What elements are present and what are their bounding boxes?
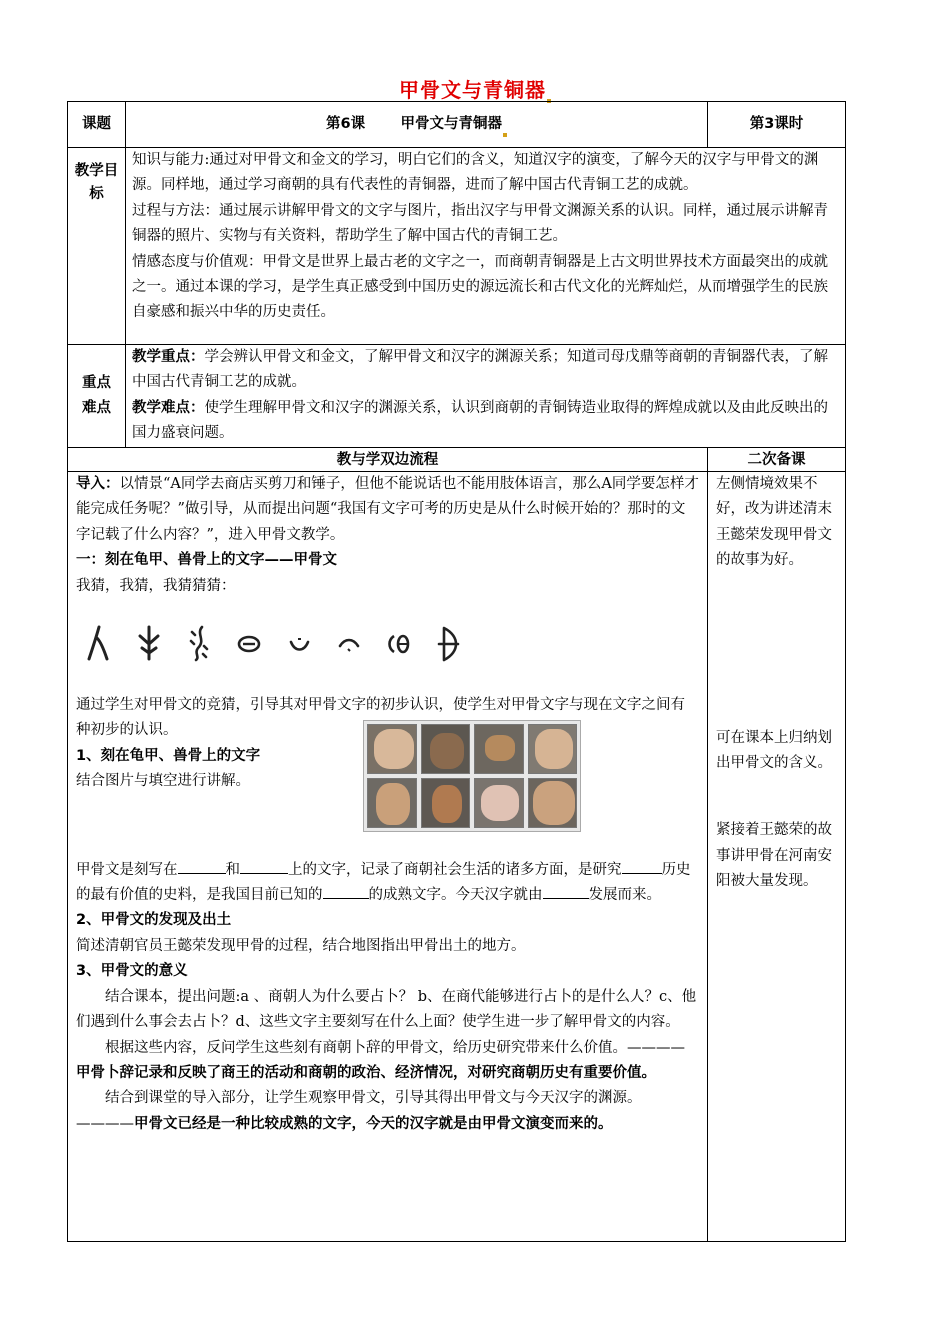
teaching-difficulty: 教学难点：使学生理解甲骨文和汉字的渊源关系，认识到商朝的青铜铸造业取得的辉煌成就以及由此反映出的国力盛衰问题。 [132,399,828,442]
keypoints-content [126,345,846,448]
flow-content [68,472,708,1242]
goal-values: 情感态度与价值观：甲骨文是世界上最古老的文字之一，而商朝青铜器是上古文明世界技术方面最突出的成就之一。通过本课的学习，是学生真正感受到中国历史的源远流长和古代文化的光辉灿烂，从而增强学生的民族自豪感和振兴中华的历史责任。 [132,253,828,321]
lesson-plan-table [67,101,846,1242]
goal-knowledge: 知识与能力:通过对甲骨文和金文的学习，明白它们的含义，知道汉字的演变，了解今天的汉字与甲骨文的渊源。同样地，通过学习商朝的具有代表性的青铜器，进而了解中国古代青铜工艺的成就。 [132,152,819,194]
oracle-glyph-eye-icon [386,624,412,662]
guess-prompt: 我猜，我猜，我猜猜猜： [76,577,236,594]
oracle-glyph-plant-icon [136,624,162,662]
header-period: 第3课时 [708,102,846,148]
section1-title: 一：刻在龟甲、兽骨上的文字——甲骨文 [76,552,337,569]
goals-content [126,148,846,345]
oracle-bone-photo [528,724,578,774]
oracle-bone-photo [421,724,471,774]
header-topic-label: 课题 [68,102,126,148]
sub2-text: 简述清朝官员王懿荣发现甲骨的过程，结合地图指出甲骨出土的地方。 [76,937,526,954]
flow-header: 教与学双边流程 [68,448,708,472]
oracle-bone-photo [474,778,524,828]
oracle-bone-photo [367,724,417,774]
oracle-glyph-mouth-icon [336,624,362,662]
fill-blank-paragraph: 甲骨文是刻写在 和 上的文字，记录了商朝社会生活的诸多方面，是研究 历史的最有价值的史料，是我国目前已知的 的成熟文字。今天汉字就由 发展而来。 [76,861,691,904]
oracle-bone-photo [421,778,471,828]
teaching-focus: 教学重点：学会辨认甲骨文和金文，了解甲骨文和汉字的渊源关系；知道司母戊鼎等商朝的青铜器代表，了解中国古代青铜工艺的成就。 [132,349,828,391]
goals-label-text: 教学目标 [74,163,119,202]
document-title: 甲骨文与青铜器 [0,74,950,103]
revision-notes [708,472,846,1242]
value-paragraph: 根据这些内容，反问学生这些刻有商朝卜辞的甲骨文，给历史研究带来什么价值。————甲骨卜辞记录和反映了商王的活动和商朝的政治、经济情况，对研究商朝历史有重要价值。 [76,1039,685,1081]
keypoints-label: 重点 难点 [68,345,126,448]
revision-note-2: 可在课本上归纳划出甲骨文的含义。 [716,729,832,772]
sub1-title: 1、刻在龟甲、兽骨上的文字 [76,747,261,764]
oracle-bone-photo [528,778,578,828]
oracle-glyph-sun-icon [236,624,262,662]
goals-label [68,148,126,345]
sub2-title: 2、甲骨文的发现及出土 [76,912,232,929]
oracle-glyphs [76,599,699,671]
sub3-title: 3、甲骨文的意义 [76,963,188,980]
oracle-bone-photo [367,778,417,828]
oracle-glyph-person-icon [86,624,112,662]
sub1-block [76,744,699,795]
oracle-glyph-water-icon [186,624,212,662]
guess-result: 通过学生对甲骨文的竞猜，引导其对甲骨文字的初步认识，使学生对甲骨文字与现在文字之间有种初步的认识。 [76,697,685,739]
revision-note-3: 紧接着王懿荣的故事讲甲骨在河南安阳被大量发现。 [716,822,832,890]
revision-note-1: 左侧情境效果不好，改为讲述清末王懿荣发现甲骨文的故事为好。 [716,476,832,569]
header-lesson-title: 第6课 甲骨文与青铜器 [126,102,708,148]
sub1-text: 结合图片与填空进行讲解。 [76,773,250,790]
oracle-bone-photo [474,724,524,774]
origin-paragraph: 结合到课堂的导入部分，让学生观察甲骨文，引导其得出甲骨文与今天汉字的渊源。————甲骨文已经是一种比较成熟的文字，今天的汉字就是由甲骨文演变而来的。 [76,1090,642,1132]
sub3-text: 结合课本，提出问题:a 、商朝人为什么要占卜？ b、在商代能够进行占卜的是什么人？c、他们遇到什么事会去占卜？d、这些文字主要刻写在什么上面？使学生进一步了解甲骨文的内容。 [76,988,697,1031]
oracle-glyph-bow-icon [436,624,462,662]
oracle-glyph-moon-icon [286,624,312,662]
intro-paragraph: 导入：以情景“A同学去商店买剪刀和锤子，但他不能说话也不能用肢体语言，那么A同学要怎样才能完成任务呢？”做引导，从而提出问题“我国有文字可考的历史是从什么时候开始的？那时的文字记载了什么内容？”，进入甲骨文教学。 [76,476,699,543]
goal-process: 过程与方法：通过展示讲解甲骨文的文字与图片，指出汉字与甲骨文渊源关系的认识。同样，通过展示讲解青铜器的照片、实物与有关资料，帮助学生了解中国古代的青铜工艺。 [132,202,828,245]
oracle-bone-photos [363,720,581,832]
revision-header: 二次备课 [708,448,846,472]
